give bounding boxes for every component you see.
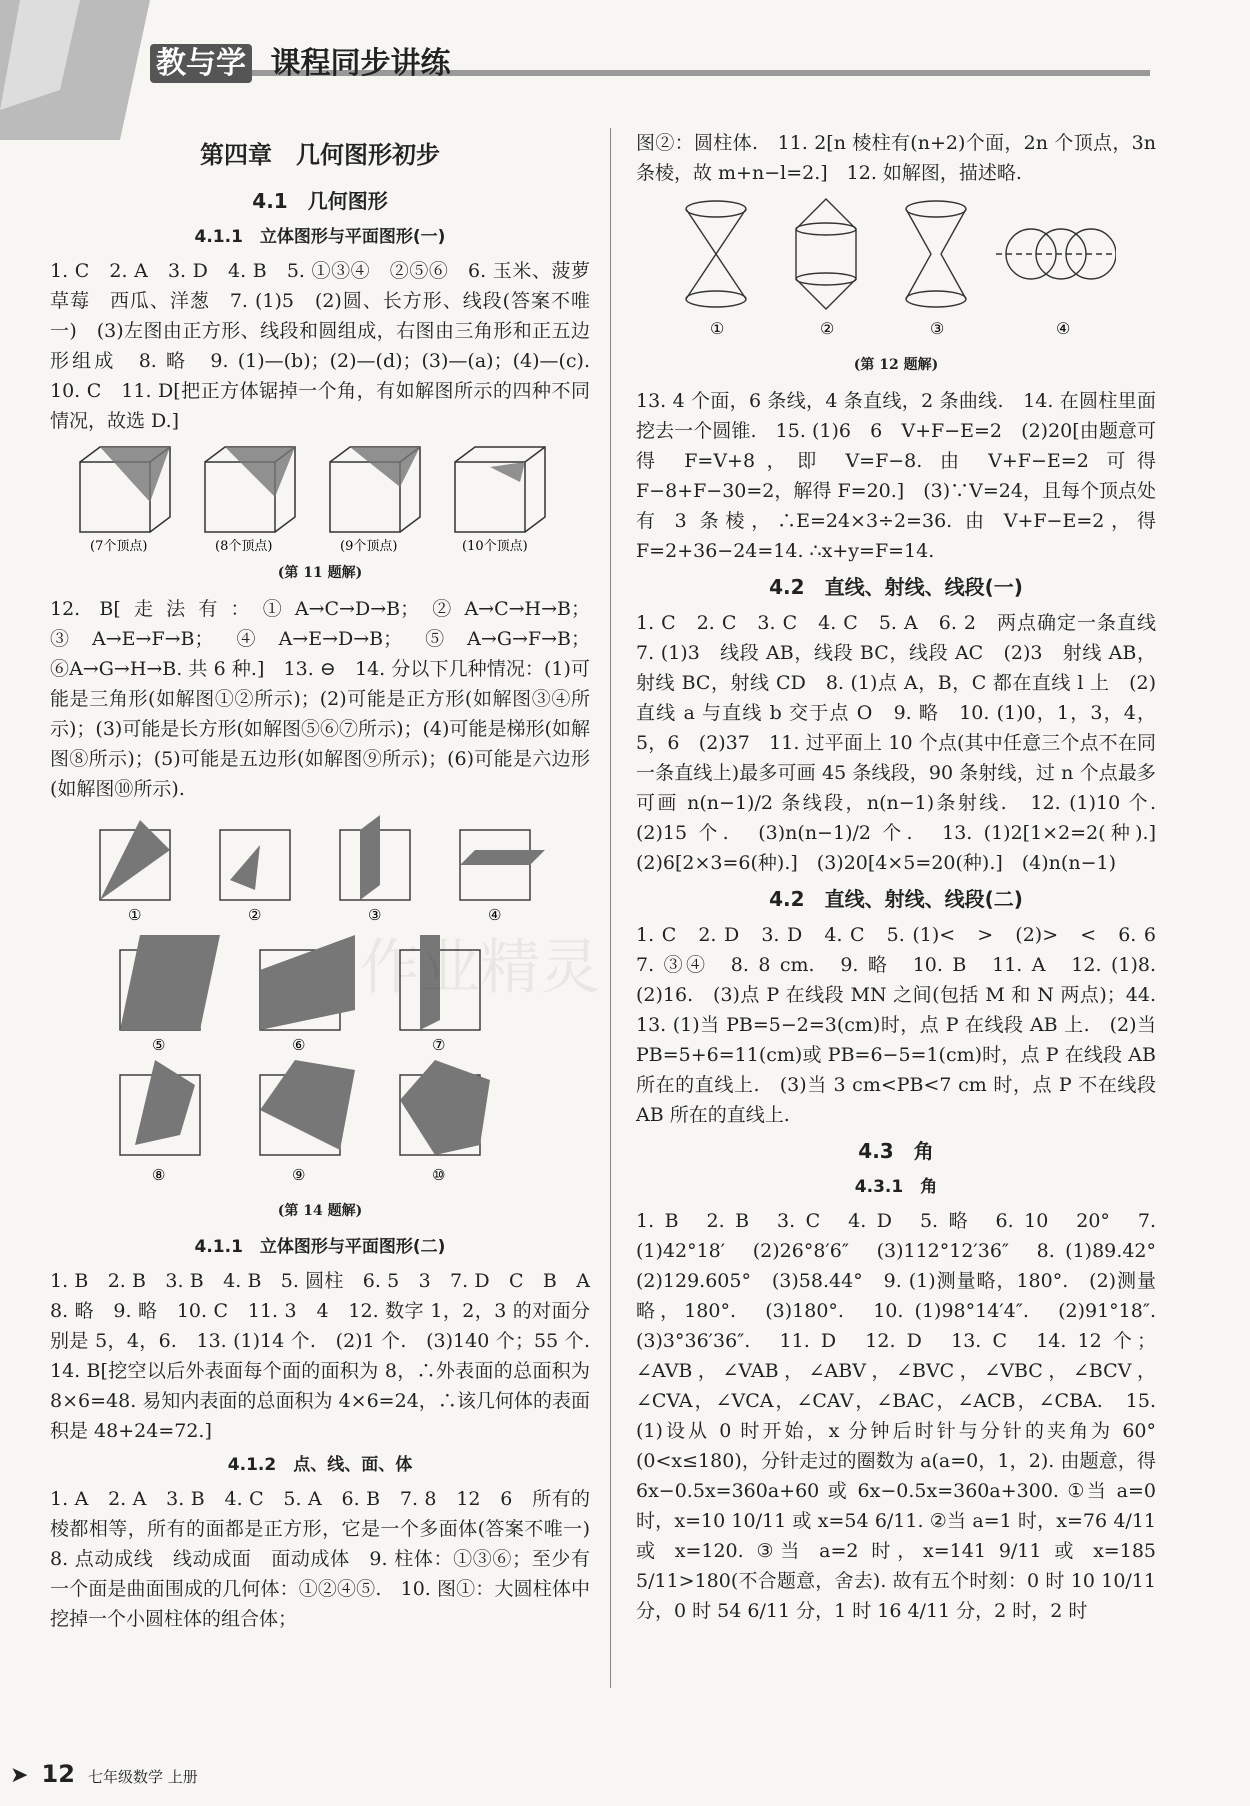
page-number: 12	[41, 1760, 75, 1788]
figure-q11	[70, 442, 570, 552]
answer-paragraph: 13. 4 个面，6 条线，4 条直线，2 条曲线. 14. 在圆柱里面挖去一个圆锥. 15. (1)6 6 V+F−E=2 (2)20[由题意可得 F=V+8，即 V=F−8. 由 V+F−E=2 可得 F−8+F−30=2，解得 F=20.] (3)∵V=24，且每个顶点处有 3 条棱，∴E=24×3÷2=36. 由 V+F−E=2，得 F=2+36−24=14. ∴x+y=F=14.	[636, 390, 1156, 562]
fig14-label: ⑥	[292, 1036, 306, 1054]
fig14-label: ④	[488, 906, 502, 924]
figure-caption: (第 14 题解)	[277, 1203, 363, 1219]
fig11-label: (8个顶点)	[215, 539, 273, 552]
answer-paragraph: 1. C 2. C 3. C 4. C 5. A 6. 2 两点确定一条直线 7. (1)3 线段 AB，线段 BC，线段 AC (2)3 射线 AB，射线 BC，射线 CD 8. (1)点 A，B，C 都在直线 l 上 (2)直线 a 与直线 b 交于点 O 9. 略 10. (1)0，1，3，4，5，6 (2)37 11. 过平面上 10 个点(其中任意三个点不在同一条直线上)最多可画 45 条线段，90 条射线，过 n 个点最多可画 n(n−1)/2 条线段，n(n−1)条射线. 12. (1)10 个. (2)15 个. (3)n(n−1)/2 个. 13. (1)2[1×2=2(种).] (2)6[2×3=6(种).] (3)20[4×5=20(种).] (4)n(n−1)	[636, 612, 1176, 874]
subsection-title: 4.1.1 立体图形与平面图形(二)	[194, 1237, 446, 1257]
subsection-title: 4.1.2 点、线、面、体	[227, 1455, 413, 1475]
fig12-label: ①	[710, 319, 725, 338]
fig14-label: ①	[128, 906, 142, 924]
figure-q12	[676, 194, 1116, 344]
answer-paragraph: 1. B 2. B 3. C 4. D 5. 略 6. 10 20° 7. (1)42°18′ (2)26°8′6″ (3)112°12′36″ 8. (1)89.42° (2)129.605° (3)58.44° 9. (1)测量略，180°. (2)测量略，180°. (3)180°. 10. (1)98°14′4″. (2)91°18″. (3)3°36′36″. 11. D 12. D 13. C 14. 12 个；∠AVB，∠VAB，∠ABV，∠BVC，∠VBC，∠BCV，∠CVA，∠VCA，∠CAV，∠BAC，∠ACB，∠CBA. 15. (1)设从 0 时开始，x 分钟后时针与分针的夹角为 60°(0<x≤180)，分针走过的圈数为 a(a=0，1，2). 由题意，得 6x−0.5x=360a+60 或 6x−0.5x=360a+300. ①当 a=0 时，x=10 10/11 或 x=54 6/11. ②当 a=1 时，x=76 4/11 或 x=120. ③当 a=2 时，x=141 9/11 或 x=185 5/11>180(不合题意，舍去). 故有五个时刻：0 时 10 10/11 分，0 时 54 6/11 分，1 时 16 4/11 分，2 时，2 时	[636, 1210, 1176, 1622]
subsection-title: 4.3.1 角	[854, 1177, 938, 1197]
fig11-label: (7个顶点)	[90, 539, 148, 552]
fig12-label: ②	[820, 319, 835, 338]
answer-paragraph: 1. B 2. B 3. B 4. B 5. 圆柱 6. 5 3 7. D C B A 8. 略 9. 略 10. C 11. 3 4 12. 数字 1，2，3 的对面分别是 5，4，6. 13. (1)14 个. (2)1 个. (3)140 个；55 个. 14. B[挖空以后外表面每个面的面积为 8，∴外表面的总面积为 8×6=48. 易知内表面的总面积为 4×6=24，∴该几何体的表面积是 48+24=72.]	[50, 1270, 610, 1442]
answer-paragraph: 12. B[走法有：①A→C→D→B；②A→C→H→B；③A→E→F→B；④A→E→D→B；⑤A→G→F→B；⑥A→G→H→B. 共 6 种.] 13. ⊖ 14. 分以下几种情况：(1)可能是三角形(如解图①②所示)；(2)可能是正方形(如解图③④所示)；(3)可能是长方形(如解图⑤⑥⑦所示)；(4)可能是梯形(如解图⑧所示)；(5)可能是五边形(如解图⑨所示)；(6)可能是六边形(如解图⑩所示).	[50, 598, 590, 800]
answer-paragraph: 1. C 2. D 3. D 4. C 5. (1)< > (2)> < 6. 6 7. ③④ 8. 8 cm. 9. 略 10. B 11. A 12. (1)8. (2)16. (3)点 P 在线段 MN 之间(包括 M 和 N 两点)；44. 13. (1)当 PB=5−2=3(cm)时，点 P 在线段 AB 上. (2)当 PB=5+6=11(cm)或 PB=6−5=1(cm)时，点 P 在线段 AB 所在的直线上. (3)当 3 cm<PB<7 cm 时，点 P 不在线段 AB 所在的直线上.	[636, 924, 1176, 1126]
fig12-label: ③	[930, 319, 945, 338]
fig14-label: ②	[248, 906, 262, 924]
section-title: 4.2 直线、射线、线段(二)	[769, 887, 1023, 911]
answer-paragraph: 1. C 2. A 3. D 4. B 5. ①③④ ②⑤⑥ 6. 玉米、菠萝 草莓 西瓜、洋葱 7. (1)5 (2)圆、长方形、线段(答案不唯一) (3)左图由正方形、线段和圆组成，右图由三角形和正五边形组成 8. 略 9. (1)—(b)；(2)—(d)；(3)—(a)；(4)—(c). 10. C 11. D[把正方体锯掉一个角，有如解图所示的四种不同情况，故选 D.]	[50, 260, 610, 432]
right-column	[636, 128, 1176, 1628]
fig14-label: ⑤	[152, 1036, 166, 1054]
section-title: 4.3 角	[858, 1139, 934, 1163]
fig14-label: ⑧	[152, 1166, 166, 1184]
figure-caption: (第 11 题解)	[277, 565, 363, 581]
brand-name: 教与学	[150, 44, 252, 83]
fig11-label: (9个顶点)	[340, 539, 398, 552]
section-title: 4.1 几何图形	[252, 189, 388, 213]
left-column	[50, 128, 610, 1636]
chapter-title: 第四章 几何图形初步	[200, 141, 440, 169]
book-label: 七年级数学 上册	[88, 1768, 198, 1786]
answer-paragraph: 1. A 2. A 3. B 4. C 5. A 6. B 7. 8 12 6 所有的棱都相等，所有的面都是正方形，它是一个多面体(答案不唯一) 8. 点动成线 线动成面 面动成体 9. 柱体：①③⑥；至少有一个面是曲面围成的几何体：①②④⑤. 10. 图①：大圆柱体中挖掉一个小圆柱体的组合体；	[50, 1488, 610, 1630]
column-divider	[610, 128, 611, 1688]
answer-paragraph: 图②：圆柱体. 11. 2[n 棱柱有(n+2)个面，2n 个顶点，3n 条棱，故 m+n−l=2.] 12. 如解图，描述略.	[636, 132, 1156, 184]
fig14-label: ⑩	[432, 1166, 446, 1184]
fig14-label: ⑨	[292, 1166, 306, 1184]
fig14-label: ③	[368, 906, 382, 924]
section-title: 4.2 直线、射线、线段(一)	[769, 575, 1023, 599]
fig12-label: ④	[1056, 319, 1071, 338]
header-subtitle: 课程同步讲练	[270, 46, 451, 81]
watermark: 作业精灵	[360, 933, 600, 1003]
fig11-label: (10个顶点)	[462, 539, 528, 552]
fig14-label: ⑦	[432, 1036, 446, 1054]
arrow-icon: ➤	[10, 1763, 29, 1788]
figure-caption: (第 12 题解)	[853, 357, 939, 373]
page-footer	[10, 1760, 410, 1794]
header-title	[150, 38, 450, 82]
subsection-title: 4.1.1 立体图形与平面图形(一)	[194, 227, 446, 247]
